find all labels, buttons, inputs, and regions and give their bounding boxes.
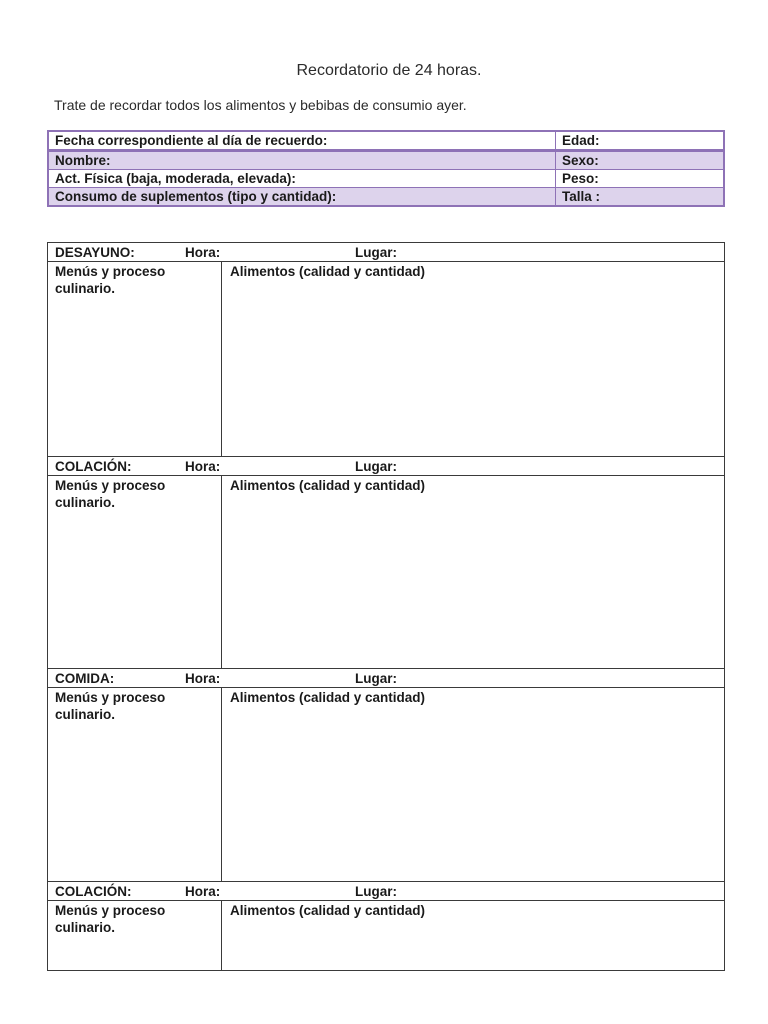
info-row-actividad	[48, 170, 724, 188]
alimentos-cell[interactable]: Alimentos (calidad y cantidad)	[230, 478, 426, 493]
alimentos-cell[interactable]: Alimentos (calidad y cantidad)	[230, 264, 426, 279]
meal-header	[48, 243, 724, 262]
personal-info-table	[47, 130, 725, 207]
meal-body	[48, 476, 724, 669]
lugar-field[interactable]: Lugar:	[355, 884, 397, 899]
nombre-field[interactable]: Nombre:	[48, 151, 556, 170]
menus-cell[interactable]: Menús y proceso culinario.	[48, 262, 222, 456]
meal-name: COLACIÓN:	[55, 884, 132, 899]
document-title: Recordatorio de 24 horas.	[296, 62, 482, 79]
info-row-suplementos	[48, 188, 724, 207]
meal-section-colacion-2	[48, 881, 724, 970]
document-instructions: Trate de recordar todos los alimentos y bebibas de consumio ayer.	[54, 97, 467, 113]
actividad-fisica-field[interactable]: Act. Física (baja, moderada, elevada):	[48, 170, 556, 188]
lugar-field[interactable]: Lugar:	[355, 671, 397, 686]
edad-field[interactable]: Edad:	[556, 131, 725, 151]
peso-field[interactable]: Peso:	[556, 170, 725, 188]
fecha-field[interactable]: Fecha correspondiente al día de recuerdo:	[48, 131, 556, 151]
menus-cell[interactable]: Menús y proceso culinario.	[48, 901, 222, 971]
meal-name: DESAYUNO:	[55, 245, 135, 260]
meal-section-desayuno	[48, 243, 724, 456]
meal-body	[48, 262, 724, 456]
lugar-field[interactable]: Lugar:	[355, 245, 397, 260]
meal-section-colacion-1	[48, 456, 724, 669]
suplementos-field[interactable]: Consumo de suplementos (tipo y cantidad):	[48, 188, 556, 207]
menus-cell[interactable]: Menús y proceso culinario.	[48, 476, 222, 669]
sexo-field[interactable]: Sexo:	[556, 151, 725, 170]
meal-body	[48, 901, 724, 971]
hora-field[interactable]: Hora:	[185, 671, 221, 686]
meal-name: COLACIÓN:	[55, 459, 132, 474]
menus-cell[interactable]: Menús y proceso culinario.	[48, 688, 222, 881]
meal-header	[48, 457, 724, 476]
meal-body	[48, 688, 724, 881]
info-row-nombre	[48, 151, 724, 170]
alimentos-cell[interactable]: Alimentos (calidad y cantidad)	[230, 690, 426, 705]
lugar-field[interactable]: Lugar:	[355, 459, 397, 474]
talla-field[interactable]: Talla :	[556, 188, 725, 207]
hora-field[interactable]: Hora:	[185, 459, 221, 474]
meal-name: COMIDA:	[55, 671, 115, 686]
alimentos-cell[interactable]: Alimentos (calidad y cantidad)	[230, 903, 426, 918]
meal-header	[48, 669, 724, 688]
info-row-fecha	[48, 131, 724, 151]
meal-header	[48, 882, 724, 901]
hora-field[interactable]: Hora:	[185, 245, 221, 260]
meal-section-comida	[48, 668, 724, 881]
meals-table	[47, 242, 725, 971]
hora-field[interactable]: Hora:	[185, 884, 221, 899]
